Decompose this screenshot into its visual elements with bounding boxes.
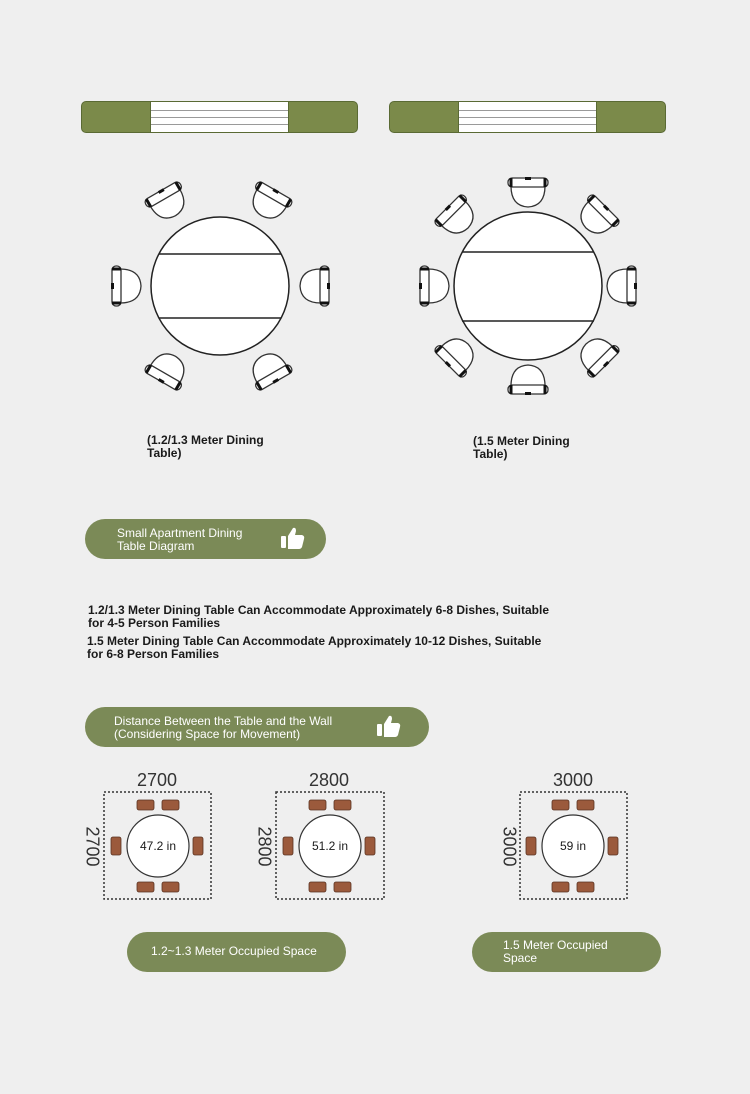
caption-small-table: (1.2/1.3 Meter Dining Table) <box>147 433 264 460</box>
section-pill-distance <box>85 707 429 747</box>
caption-large-table: (1.5 Meter Dining Table) <box>473 434 570 461</box>
layout-2-table: 51.2 in <box>311 839 349 853</box>
table-diagrams <box>0 160 750 410</box>
chair-icon <box>508 177 548 207</box>
occupied-label: 1.2~1.3 Meter Occupied Space <box>151 944 317 958</box>
thumbs-up-icon <box>374 712 402 740</box>
chair-icon <box>419 266 449 306</box>
chair-icon <box>244 346 294 392</box>
round-table-large <box>454 212 602 360</box>
chair-icon <box>143 346 193 392</box>
occupied-space-small <box>127 932 346 972</box>
occupied-label: 1.5 Meter Occupied Space <box>503 938 608 965</box>
layout-2-height: 2800 <box>254 826 275 867</box>
chair-icon <box>508 365 548 395</box>
chair-icon <box>143 180 193 226</box>
layout-2-width: 2800 <box>309 770 350 790</box>
chair-icon <box>607 266 637 306</box>
section-pill-diagram <box>85 519 326 559</box>
layout-3-width: 3000 <box>553 770 594 790</box>
extension-table-bar-small <box>81 101 358 133</box>
round-table-small <box>151 217 289 355</box>
pill-label: Small Apartment Dining Table Diagram <box>117 526 243 553</box>
layout-3-height: 3000 <box>499 826 520 867</box>
note-small-table: 1.2/1.3 Meter Dining Table Can Accommodate Approximately 6-8 Dishes, Suitable for 4-5 Person Families <box>88 603 550 630</box>
layout-1-table: 47.2 in <box>139 839 177 853</box>
chair-icon <box>244 180 294 226</box>
layout-1-width: 2700 <box>137 770 178 790</box>
note-large-table: 1.5 Meter Dining Table Can Accommodate Approximately 10-12 Dishes, Suitable for 6-8 Person Families <box>87 634 542 661</box>
chair-icon <box>111 266 141 306</box>
pill-label: Distance Between the Table and the Wall (Considering Space for Movement) <box>114 714 333 741</box>
thumbs-up-icon <box>278 524 306 552</box>
chair-icon <box>300 266 330 306</box>
space-layout-diagrams <box>0 780 750 910</box>
layout-1-height: 2700 <box>82 826 103 867</box>
occupied-space-large <box>472 932 661 972</box>
layout-3-table: 59 in <box>559 839 587 853</box>
extension-table-bar-large <box>389 101 666 133</box>
